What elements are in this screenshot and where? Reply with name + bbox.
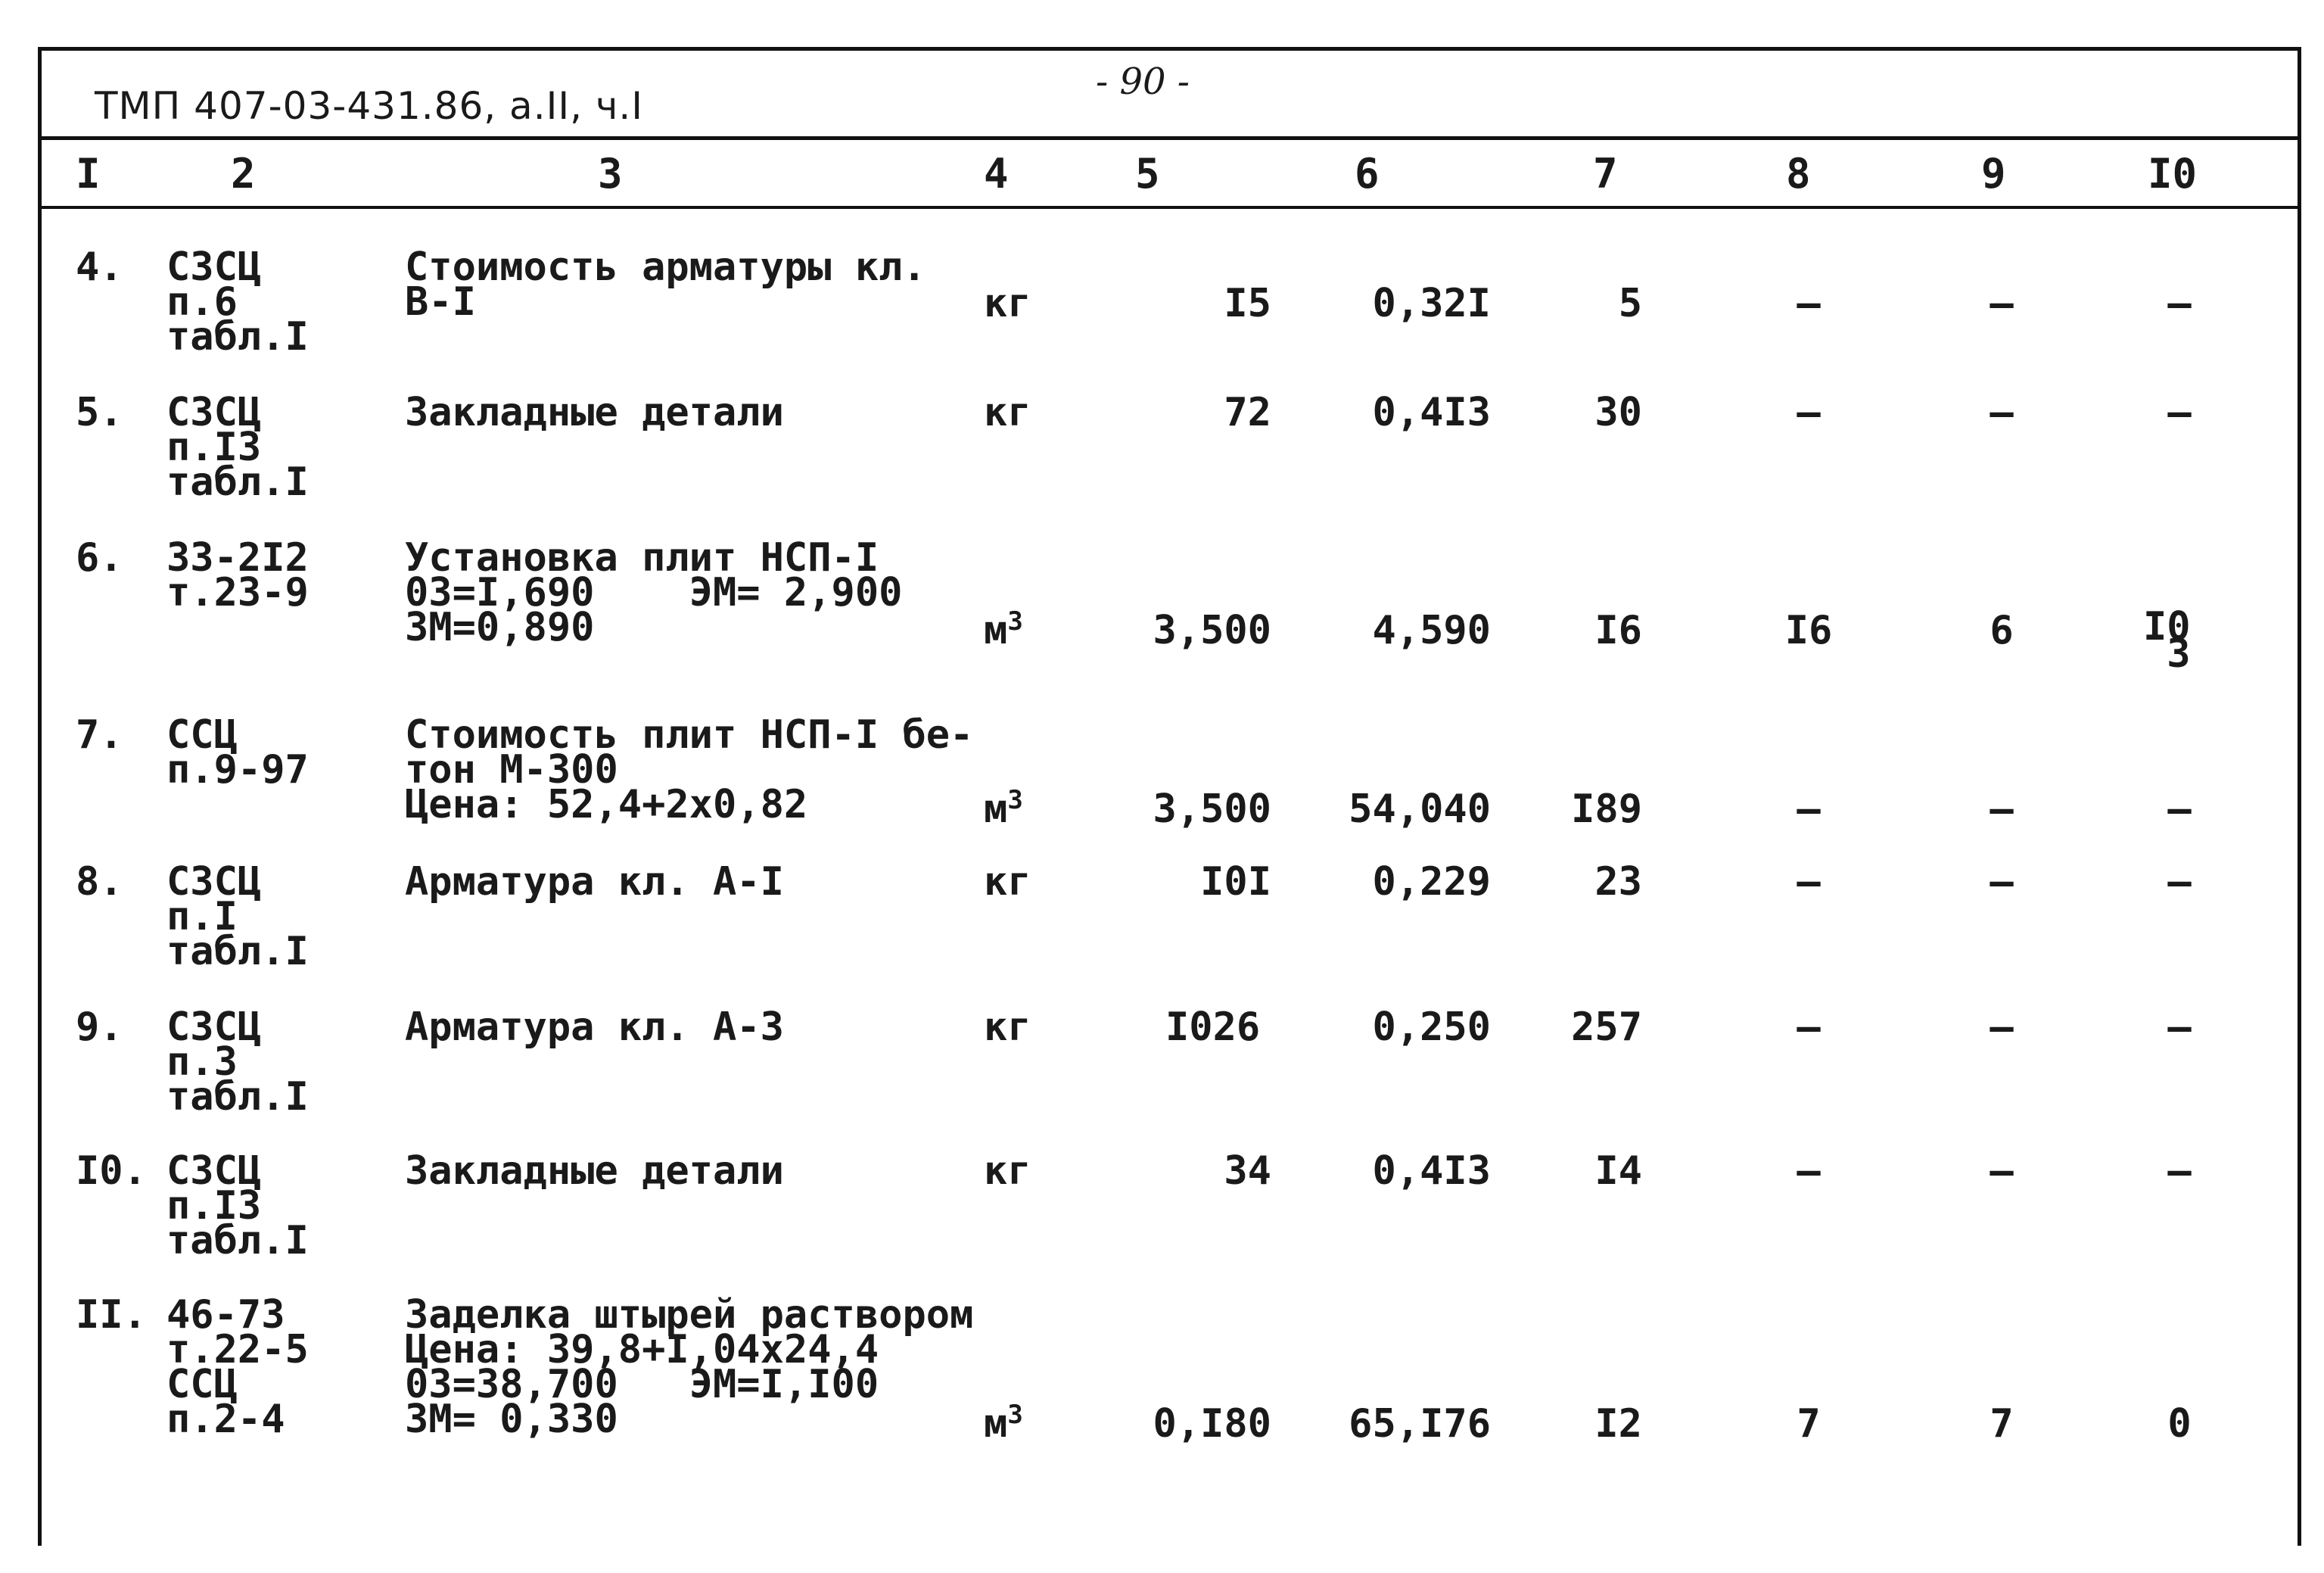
- total-cost: I4: [1594, 1148, 1642, 1194]
- column-10-value: –: [2167, 1148, 2192, 1194]
- column-9-value: 6: [1990, 608, 2014, 653]
- column-10-value: –: [2167, 1005, 2192, 1050]
- unit: кг: [984, 1148, 1031, 1194]
- reference-code: ССЦ п.9-97: [166, 712, 309, 793]
- reference-code: СЗСЦ п.I3 табл.I: [166, 1148, 309, 1263]
- unit: кг: [984, 390, 1031, 435]
- quantity: 3,500: [1153, 786, 1271, 832]
- row-number: 8.: [76, 859, 123, 905]
- column-8-value: –: [1797, 1005, 1821, 1050]
- total-cost: 23: [1594, 859, 1642, 905]
- column-header-10: I0: [2148, 150, 2198, 198]
- unit: кг: [984, 859, 1031, 905]
- work-description: Стоимость плит НСП-I бе- тон М-300 Цена: 52,4+2х0,82: [405, 712, 974, 827]
- reference-code: СЗСЦ п.3 табл.I: [166, 1005, 309, 1120]
- column-10-value: –: [2167, 859, 2192, 905]
- unit: $м^3$: [984, 606, 1023, 653]
- row-number: 6.: [76, 535, 123, 581]
- column-9-value: –: [1990, 786, 2014, 832]
- work-description: Закладные детали: [405, 390, 784, 435]
- column-10-value: I0 3: [2143, 604, 2191, 677]
- column-9-value: –: [1990, 281, 2014, 326]
- work-description: Закладные детали: [405, 1148, 784, 1194]
- row-number: 7.: [76, 712, 123, 758]
- column-10-value: –: [2167, 786, 2192, 832]
- reference-code: 46-73 т.22-5 ССЦ п.2-4: [166, 1292, 309, 1442]
- column-header-7: 7: [1593, 150, 1618, 198]
- column-header-2: 2: [231, 150, 256, 198]
- reference-code: 33-2I2 т.23-9: [166, 535, 309, 615]
- row-number: 4.: [76, 245, 123, 290]
- unit: $м^3$: [984, 785, 1023, 832]
- column-header-5: 5: [1135, 150, 1160, 198]
- column-header-9: 9: [1981, 150, 2006, 198]
- frame-top-border: [38, 47, 2301, 51]
- reference-code: СЗСЦ п.I табл.I: [166, 859, 309, 974]
- unit-price: 0,4I3: [1372, 390, 1491, 435]
- column-8-value: –: [1797, 786, 1821, 832]
- quantity: I026: [1165, 1005, 1261, 1050]
- unit-price: 4,590: [1372, 608, 1491, 653]
- column-header-3: 3: [598, 150, 623, 198]
- row-number: 9.: [76, 1005, 123, 1050]
- row-number: 5.: [76, 390, 123, 435]
- column-8-value: I6: [1784, 608, 1833, 653]
- column-9-value: 7: [1990, 1401, 2014, 1447]
- quantity: I5: [1224, 281, 1271, 326]
- column-header-6: 6: [1355, 150, 1380, 198]
- quantity: 34: [1224, 1148, 1271, 1194]
- unit-price: 0,250: [1372, 1005, 1491, 1050]
- unit-price: 54,040: [1349, 786, 1491, 832]
- row-number: II.: [76, 1292, 147, 1338]
- document-code: ТМП 407-03-431.86, а.II, ч.I: [95, 84, 644, 128]
- column-header-4: 4: [984, 150, 1009, 198]
- total-cost: I89: [1571, 786, 1642, 832]
- column-10-value: –: [2167, 390, 2192, 435]
- unit: кг: [984, 1005, 1031, 1050]
- column-header-8: 8: [1786, 150, 1811, 198]
- frame-right-border: [2298, 47, 2301, 1546]
- work-description: Арматура кл. А-3: [405, 1005, 784, 1050]
- unit: $м^3$: [984, 1400, 1023, 1447]
- column-9-value: –: [1990, 1148, 2014, 1194]
- column-10-value: 0: [2167, 1401, 2192, 1447]
- work-description: Арматура кл. А-I: [405, 859, 784, 905]
- column-8-value: –: [1797, 859, 1821, 905]
- column-10-value: –: [2167, 281, 2192, 326]
- quantity: I0I: [1200, 859, 1271, 905]
- column-9-value: –: [1990, 859, 2014, 905]
- total-cost: 30: [1594, 390, 1642, 435]
- column-header-1: I: [76, 150, 101, 198]
- header-bottom-rule: [38, 206, 2301, 209]
- column-8-value: –: [1797, 1148, 1821, 1194]
- total-cost: 257: [1571, 1005, 1642, 1050]
- unit: кг: [984, 281, 1031, 326]
- quantity: 3,500: [1153, 608, 1271, 653]
- total-cost: 5: [1618, 281, 1642, 326]
- frame-left-border: [38, 47, 42, 1546]
- unit-price: 65,I76: [1349, 1401, 1491, 1447]
- unit-price: 0,4I3: [1372, 1148, 1491, 1194]
- column-8-value: 7: [1797, 1401, 1821, 1447]
- total-cost: I6: [1594, 608, 1642, 653]
- column-9-value: –: [1990, 1005, 2014, 1050]
- unit-price: 0,32I: [1372, 281, 1491, 326]
- column-9-value: –: [1990, 390, 2014, 435]
- row-number: I0.: [76, 1148, 147, 1194]
- reference-code: СЗСЦ п.I3 табл.I: [166, 390, 309, 505]
- work-description: Заделка штырей раствором Цена: 39,8+I,04х24,4 03=38,700 ЭМ=I,I00 ЗМ= 0,330: [405, 1292, 974, 1442]
- unit-price: 0,229: [1372, 859, 1491, 905]
- work-description: Установка плит НСП-I 03=I,690 ЭМ= 2,900 ЗМ=0,890: [405, 535, 903, 650]
- quantity: 72: [1224, 390, 1271, 435]
- page-number: - 90 -: [1095, 61, 1190, 103]
- total-cost: I2: [1594, 1401, 1642, 1447]
- column-8-value: –: [1797, 281, 1821, 326]
- reference-code: СЗСЦ п.6 табл.I: [166, 245, 309, 360]
- header-top-rule: [38, 136, 2301, 140]
- quantity: 0,I80: [1153, 1401, 1271, 1447]
- column-8-value: –: [1797, 390, 1821, 435]
- work-description: Стоимость арматуры кл. В-I: [405, 245, 926, 325]
